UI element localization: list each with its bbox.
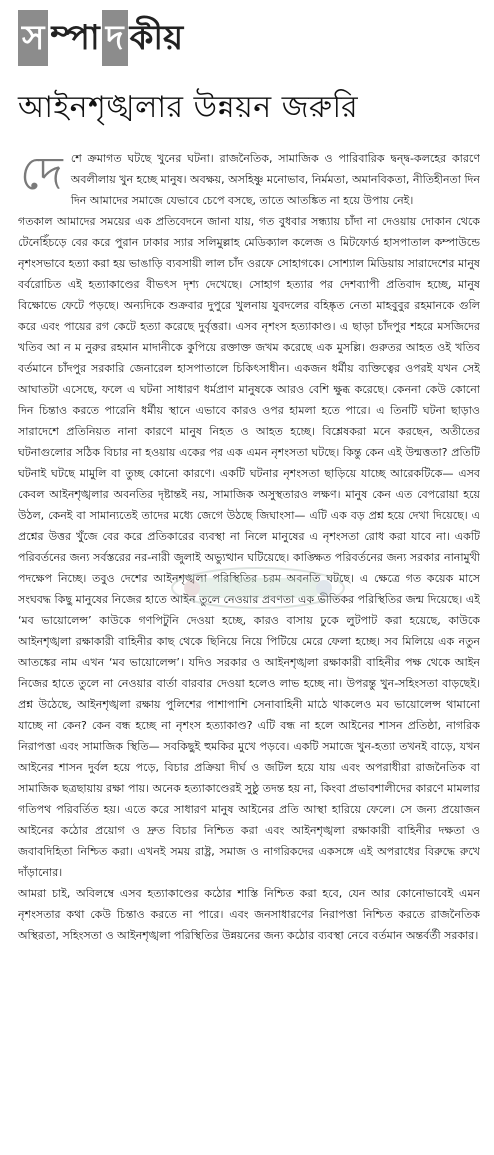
section-banner bbox=[18, 10, 185, 66]
article-paragraph-3: আমরা চাই, অবিলম্বে এসব হত্যাকাণ্ডের কঠোর শাস্তি নিশ্চিত করা হবে, যেন আর কোনোভাবেই এমন নৃশংসতার কথা কেউ চিন্তাও করতে না পারে। এবং জনসাধারণের নিরাপত্তা নিশ্চিত করতে রাজনৈতিক অস্থিরতা, সহিংসতা ও আইনশৃঙ্খলা পরিস্থিতির উন্নয়নের জন্য কঠোর ব্যবস্থা নেবে বর্তমান অন্তর্বর্তী সরকার। bbox=[18, 887, 480, 942]
article-paragraph-1: শে ক্রমাগত ঘটছে খুনের ঘটনা। রাজনৈতিক, সামাজিক ও পারিবারিক দ্বন্দ্ব-কলহের কারণে অবলীলায় খুন হচ্ছে মানুষ। অবক্ষয়, অসহিষ্ণু মনোভাব, নির্মমতা, অমানবিকতা, নীতিহীনতা দিন দিন আমাদের সমাজে যেভাবে চেপে বসছে, তাতে আতঙ্কিত না হয়ে উপায় নেই। bbox=[70, 152, 480, 207]
article-paragraph-2: গতকাল আমাদের সময়ের এক প্রতিবেদনে জানা যায়, গত বুধবার সন্ধ্যায় চাঁদা না দেওয়ায় দোকান থেকে টেনেহিঁচড়ে বের করে পুরান ঢাকার স্যার সলিমুল্লাহ মেডিক্যাল কলেজ ও মিটফোর্ড হাসপাতাল কম্পাউন্ডে নৃশংসভাবে হত্যা করা হয় ভাঙাড়ি ব্যবসায়ী লাল চাঁদ ওরফে সোহাগকে। সোশ্যাল মিডিয়ায় সারাদেশের মানুষ বর্বরোচিত এই হত্যাকাণ্ডের বীভৎস দৃশ্য দেখেছে। সোহাগ হত্যার পর দেশব্যাপী প্রতিবাদ হচ্ছে, মানুষ বিক্ষোভে ফেটে পড়ছে। অন্যদিকে শুক্রবার দুপুরে খুলনায় যুবদলের বহিষ্কৃত নেতা মাহবুবুর রহমানকে গুলি করে এবং পায়ের রগ কেটে হত্যা করেছে দুর্বৃত্তরা। এসব নৃশংস হত্যাকাণ্ড। এ ছাড়া চাঁদপুর শহরে মসজিদের খতিব আ ন ম নুরুর রহমান মাদানীকে কুপিয়ে রক্তাক্ত জখম করেছে এক মুসল্লি। গুরুতর আহত ওই খতিব বর্তমানে চাঁদপুর সরকারি জেনারেল হাসপাতালে চিকিৎসাধীন। একজন ধর্মীয় ব্যক্তিত্বের ওপরই যখন সেই আঘাতটা এসেছে, ফলে এ ঘটনা সাধারণ ধর্মপ্রাণ মানুষকে আরও বেশি ক্ষুব্ধ করেছে। কেননা কেউ কোনো দিন চিন্তাও করতে পারেনি ধর্মীয় স্থানে এভাবে কারও ওপর হামলা হতে পারে। এ তিনটি ঘটনা ছাড়াও সারাদেশে প্রতিনিয়ত নানা কারণে মানুষ নিহত ও আহত হচ্ছে। বিশ্লেষকরা মনে করছেন, অতীতের ঘটনাগুলোর সঠিক বিচার না হওয়ায় একের পর এক এমন নৃশংসতা ঘটছে। কিন্তু কেন এই উন্মত্ততা? প্রতিটি ঘটনাই ঘটছে মামুলি বা তুচ্ছ কোনো কারণে। একটি ঘটনার নৃশংসতা ছাড়িয়ে যাচ্ছে আরেকটিকে— এসব কেবল আইনশৃঙ্খলার অবনতির দৃষ্টান্তই নয়, সামাজিক অসুস্থতারও লক্ষণ। মানুষ কেন এত বেপরোয়া হয়ে উঠল, কেনই বা সামান্যতেই তাদের মধ্যে জেগে উঠছে জিঘাংসা— এটি এক বড় প্রশ্ন হয়ে দেখা দিয়েছে। এ প্রশ্নের উত্তর খুঁজে বের করে প্রতিকারের ব্যবস্থা না নিলে মানুষের এ নৃশংসতা রোধ করা যাবে না। একটি পরিবর্তনের জন্য সর্বস্তরের নর-নারী জুলাই অভ্যুত্থান ঘটিয়েছে। কাঙ্ক্ষিত পরিবর্তনের জন্য সরকার নানামুখী পদক্ষেপ নিচ্ছে। তবুও দেশের আইনশৃঙ্খলা পরিস্থিতির চরম অবনতি ঘটছে। এ ক্ষেত্রে গত কয়েক মাসে সংঘবদ্ধ কিছু মানুষের নিজের হাতে আইন তুলে নেওয়ার প্রবণতা এক ভীতিকর পরিস্থিতির জন্ম দিয়েছে। এই ‘মব ভায়োলেন্স’ কাউকে গণপিটুনি দেওয়া হচ্ছে, কারও বাসায় ঢুকে লুটপাট করা হয়েছে, কাউকে আইনশৃঙ্খলা রক্ষাকারী বাহিনীর কাছ থেকে ছিনিয়ে নিয়ে পিটিয়ে মেরে ফেলা হচ্ছে। সব মিলিয়ে এক নতুন আতঙ্কের নাম এখন ‘মব ভায়োলেন্স’। যদিও সরকার ও আইনশৃঙ্খলা রক্ষাকারী বাহিনীর পক্ষ থেকে আইন নিজের হাতে তুলে না নেওয়ার বার্তা বারবার দেওয়া হলেও লাভ হচ্ছে না। উপরন্তু খুন-সহিংসতা বাড়ছেই। প্রশ্ন উঠেছে, আইনশৃঙ্খলা রক্ষায় পুলিশের পাশাপাশি সেনাবাহিনী মাঠে থাকলেও মব ভায়োলেন্স থামানো যাচ্ছে না কেন? কেন বন্ধ হচ্ছে না নৃশংস হত্যাকাণ্ড? এটি বন্ধ না হলে আইনের শাসন প্রতিষ্ঠা, নাগরিক নিরাপত্তা এবং সামাজিক স্থিতি— সবকিছুই হুমকির মুখে পড়বে। একটি সমাজে খুন-হত্যা তখনই বাড়ে, যখন আইনের শাসন দুর্বল হয়ে পড়ে, বিচার প্রক্রিয়া দীর্ঘ ও জটিল হয়ে যায় এবং অপরাধীরা রাজনৈতিক বা সামাজিক ছত্রছায়ায় রক্ষা পায়। অনেক হত্যাকাণ্ডেরই সুষ্ঠু তদন্ত হয় না, কিংবা প্রভাবশালীদের কারণে মামলার গতিপথ পরিবর্তিত হয়। এতে করে সাধারণ মানুষ আইনের প্রতি আস্থা হারিয়ে ফেলে। সে জন্য প্রয়োজন আইনের কঠোর প্রয়োগ ও দ্রুত বিচার নিশ্চিত করা এবং আইনশৃঙ্খলা রক্ষাকারী বাহিনীর দক্ষতা ও জবাবদিহিতা নিশ্চিত করা। এখনই সময় রাষ্ট্র, সমাজ ও নাগরিকদের একসঙ্গে এই অপরাধের বিরুদ্ধে রুখে দাঁড়ানোর। bbox=[18, 215, 480, 879]
article-headline: আইনশৃঙ্খলার উন্নয়ন জরুরি bbox=[18, 90, 359, 125]
banner-segment-3: দ bbox=[102, 10, 128, 66]
banner-segment-4: কীয় bbox=[129, 18, 184, 58]
banner-segment-2: ম্পা bbox=[50, 18, 100, 58]
banner-segment-1: স bbox=[18, 10, 48, 66]
article-body bbox=[18, 148, 480, 1146]
drop-cap: দে bbox=[20, 148, 63, 200]
